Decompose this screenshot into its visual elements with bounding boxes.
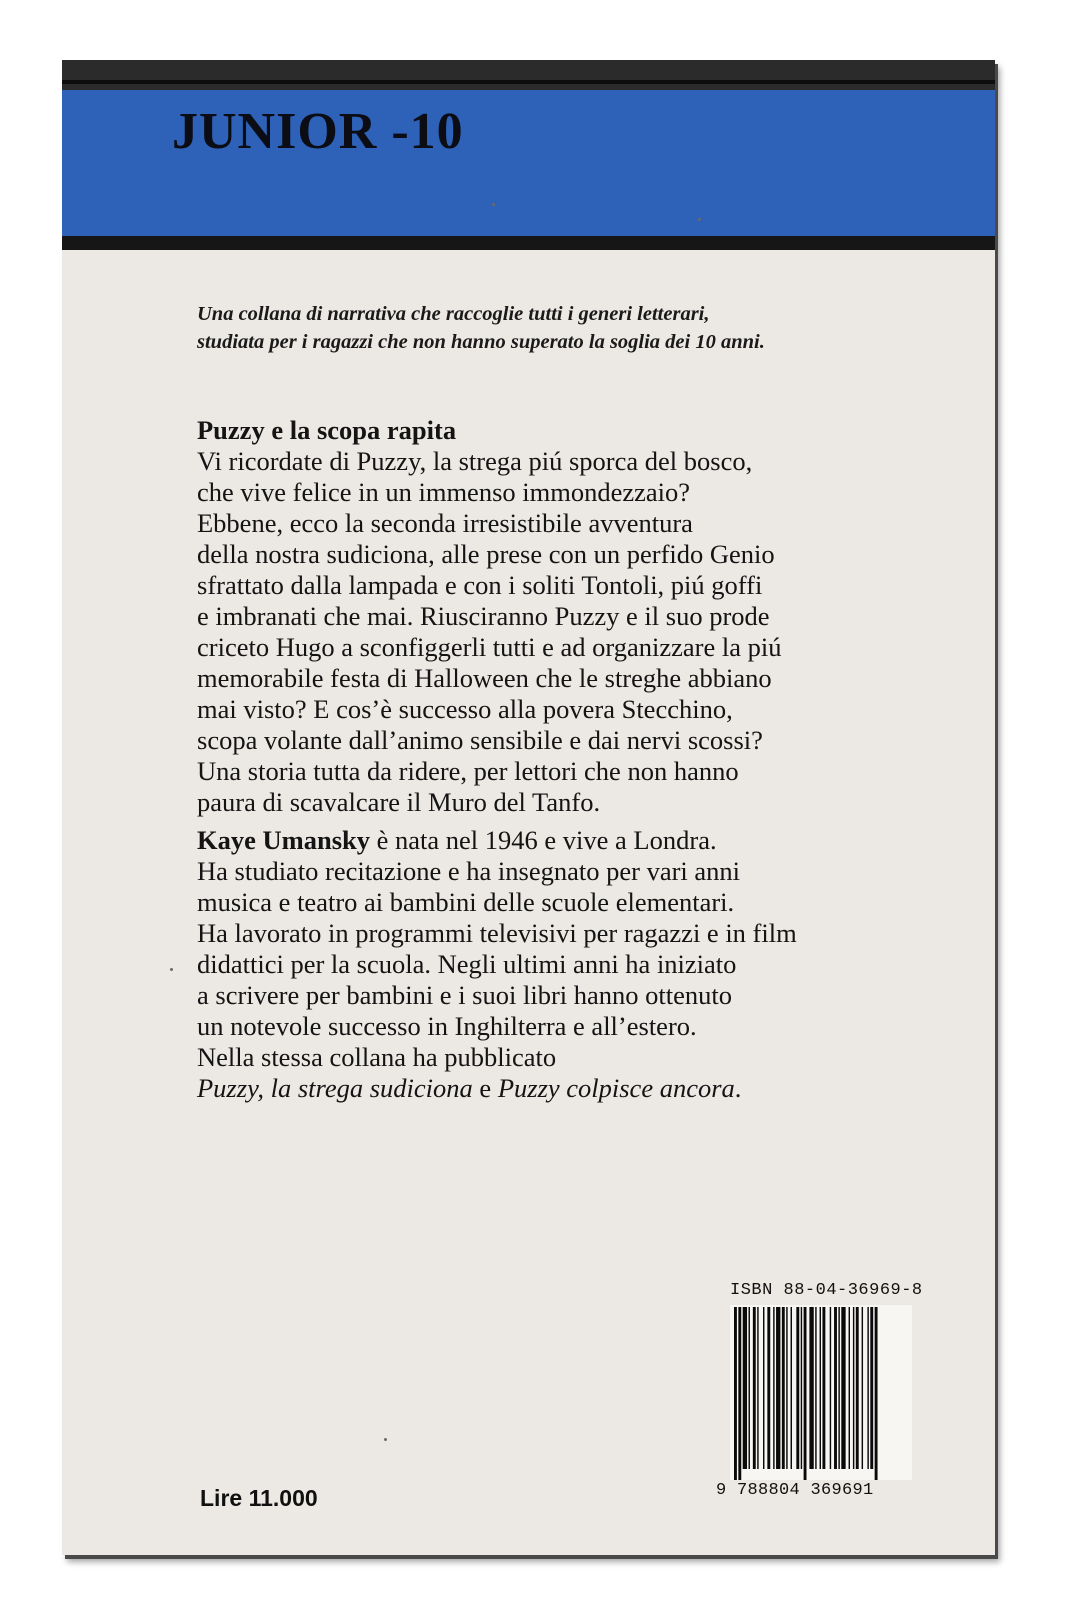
barcode-bar: [734, 1307, 737, 1480]
paper-speck: [170, 968, 173, 971]
author-bio-line: un notevole successo in Inghilterra e all’estero.: [197, 1011, 697, 1041]
barcode-bar: [749, 1307, 750, 1469]
author-bio: [197, 825, 977, 1104]
author-bio-line: a scrivere per bambini e i suoi libri hanno ottenuto: [197, 980, 733, 1010]
barcode-bar: [838, 1307, 839, 1469]
paper-speck: [698, 218, 701, 221]
synopsis: [197, 415, 977, 818]
barcode: [730, 1305, 912, 1480]
barcode-bar: [862, 1307, 863, 1469]
barcode-bar: [782, 1307, 785, 1469]
synopsis-line: che vive felice in un immenso immondezzaio?: [197, 477, 691, 507]
price-label: Lire 11.000: [200, 1485, 318, 1511]
synopsis-line: criceto Hugo a sconfiggerli tutti e ad organizzare la piú: [197, 632, 782, 662]
author-bio-line: Ha studiato recitazione e ha insegnato per vari anni: [197, 856, 741, 886]
barcode-bar: [804, 1307, 807, 1480]
barcode-bar: [738, 1307, 741, 1480]
synopsis-line: e imbranati che mai. Riusciranno Puzzy e il suo prode: [197, 601, 770, 631]
barcode-bar: [867, 1307, 868, 1469]
series-title: JUNIOR -10: [172, 103, 464, 160]
barcode-bar: [830, 1307, 831, 1469]
barcode-bar: [822, 1307, 825, 1469]
author-bio-first-line: [197, 825, 977, 856]
synopsis-line: mai visto? E cos’è successo alla povera Stecchino,: [197, 694, 733, 724]
paper-speck: [492, 203, 495, 206]
barcode-bar: [791, 1307, 792, 1469]
cover-top-edge: [62, 60, 995, 90]
synopsis-line: Vi ricordate di Puzzy, la strega piú sporca del bosco,: [197, 446, 753, 476]
barcode-bar: [773, 1307, 774, 1469]
synopsis-line: scopa volante dall’animo sensibile e dai nervi scossi?: [197, 725, 763, 755]
synopsis-line: Ebbene, ecco la seconda irresistibile avventura: [197, 508, 693, 538]
barcode-bar: [753, 1307, 756, 1469]
barcode-bar: [763, 1307, 764, 1469]
synopsis-line: sfrattato dalla lampada e con i soliti Tontoli, piú goffi: [197, 570, 763, 600]
barcode-bar: [856, 1307, 859, 1469]
barcode-bar: [809, 1307, 813, 1469]
barcode-bar: [815, 1307, 816, 1469]
synopsis-line: della nostra sudiciona, alle prese con un perfido Genio: [197, 539, 775, 569]
series-description: [197, 300, 957, 356]
end-punctuation: .: [734, 1073, 742, 1103]
author-bio-line: Nella stessa collana ha pubblicato: [197, 1042, 557, 1072]
other-book-title: Puzzy, la strega sudiciona: [197, 1073, 473, 1103]
author-other-books: [197, 1073, 977, 1104]
barcode-bar: [796, 1307, 799, 1469]
barcode-bar: [757, 1307, 758, 1469]
author-bio-text: è nata nel 1946 e vive a Londra.: [370, 825, 717, 855]
other-book-title: Puzzy colpisce ancora: [497, 1073, 735, 1103]
barcode-bar: [841, 1307, 845, 1469]
barcode-bar: [849, 1307, 850, 1469]
series-description-line: studiata per i ragazzi che non hanno superato la soglia dei 10 anni.: [197, 331, 765, 353]
barcode-bar: [743, 1307, 747, 1469]
author-name: Kaye Umansky: [197, 825, 371, 855]
synopsis-line: memorabile festa di Halloween che le streghe abbiano: [197, 663, 772, 693]
book-back-cover: [62, 60, 995, 1555]
barcode-bar: [786, 1307, 787, 1469]
author-bio-line: Ha lavorato in programmi televisivi per ragazzi e in film: [197, 918, 797, 948]
barcode-bar: [870, 1307, 873, 1469]
barcode-bar: [834, 1307, 837, 1469]
barcode-bar: [820, 1307, 821, 1469]
cover-top-line: [62, 80, 995, 84]
paper-speck: [384, 1438, 387, 1441]
synopsis-line: Una storia tutta da ridere, per lettori che non hanno: [197, 756, 739, 786]
conjunction: e: [472, 1073, 498, 1103]
series-band-border: [62, 236, 995, 250]
author-bio-line: musica e teatro ai bambini delle scuole elementari.: [197, 887, 735, 917]
isbn-label: ISBN 88-04-36969-8: [730, 1281, 923, 1300]
author-bio-line: didattici per la scuola. Negli ultimi anni ha iniziato: [197, 949, 737, 979]
series-description-line: Una collana di narrativa che raccoglie tutti i generi letterari,: [197, 303, 710, 325]
barcode-bar: [875, 1307, 878, 1480]
synopsis-line: paura di scavalcare il Muro del Tanfo.: [197, 787, 601, 817]
barcode-bar: [801, 1307, 802, 1469]
book-title: Puzzy e la scopa rapita: [197, 415, 457, 445]
barcode-bar: [767, 1307, 770, 1469]
barcode-bar: [853, 1307, 854, 1469]
barcode-bar: [776, 1307, 780, 1469]
barcode-digits: 9 788804 369691: [716, 1481, 874, 1500]
